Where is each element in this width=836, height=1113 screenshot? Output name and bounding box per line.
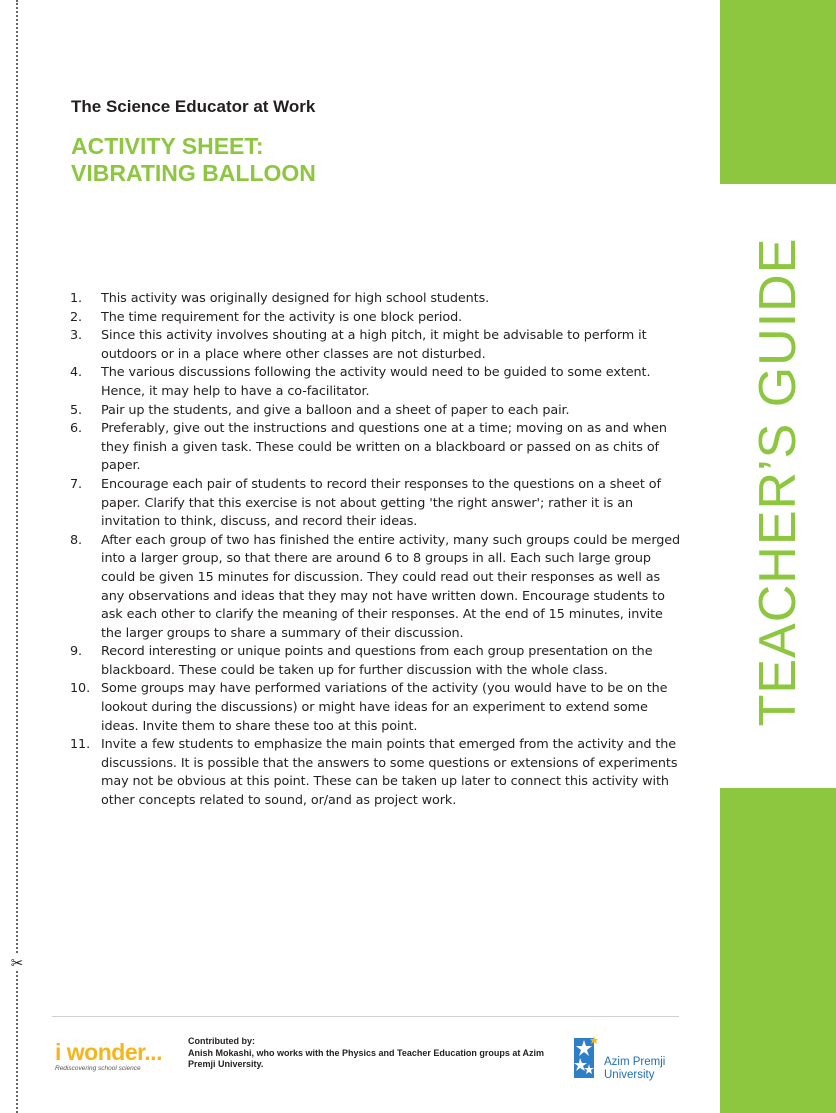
list-item [70,309,682,328]
item-text: Encourage each pair of students to record their responses to the questions on a sheet of paper. Clarify that this exercise is not about getting 'the right answer'; rather it is an invitation to think, discuss, and record their ideas. [101,476,661,530]
azim-premji-logo-mark [570,1034,600,1082]
university-name-line-2: University [604,1069,655,1081]
i-wonder-logo [55,1040,175,1080]
footer-divider [52,1016,679,1017]
item-number: 5. [70,402,83,418]
list-item [70,476,682,532]
item-number: 4. [70,365,83,381]
university-name [604,1056,665,1082]
item-text: The time requirement for the activity is one block period. [101,309,463,325]
item-number: 11. [70,737,91,753]
list-item [70,290,682,309]
item-text: The various discussions following the activity would need to be guided to some extent. Hence, it may help to have a co-facilitator. [101,365,651,399]
item-number: 1. [70,291,83,306]
green-band-bottom [720,788,836,1113]
title-line-1: ACTIVITY SHEET: [71,133,264,159]
university-name-line-1: Azim Premji [604,1056,666,1068]
item-text: This activity was originally designed for high school students. [101,291,490,306]
list-item [70,364,682,401]
i-wonder-tagline: Rediscovering school science [55,1065,141,1072]
cut-line [16,0,18,1113]
item-number: 3. [70,328,83,344]
list-item [70,680,682,736]
credit-text: Anish Mokashi, who works with the Physics and Teacher Education groups at Azim Premji University. [188,1047,545,1069]
contributor-credit [188,1036,568,1071]
item-number: 2. [70,309,83,325]
series-title: The Science Educator at Work [71,97,316,116]
item-number: 7. [70,476,83,492]
item-text: Some groups may have performed variations of the activity (you would have to be on the lookout during the discussions) or might have ideas for an experiment to extend some ideas. Invite them to share these too at this point. [101,681,668,734]
item-text: Since this activity involves shouting at a high pitch, it might be advisable to perform it outdoors or in a place where other classes are not disturbed. [101,328,647,362]
scissors-icon: ✂ [10,954,24,972]
azim-premji-university-logo [570,1034,680,1084]
item-text: Pair up the students, and give a balloon and a sheet of paper to each pair. [101,402,570,418]
item-text: Invite a few students to emphasize the main points that emerged from the activity and the discussions. It is possible that the answers to some questions or extensions of experiments may not be obvious at this point. These can be taken up later to connect this activity with other concepts related to sound, or/and as project work. [101,737,678,809]
list-item [70,327,682,364]
credit-label: Contributed by: [188,1036,255,1046]
green-band-top [720,0,836,184]
page-title [71,133,316,187]
list-item [70,402,682,421]
item-number: 6. [70,421,83,437]
title-line-2: VIBRATING BALLOON [71,160,316,186]
item-number: 8. [70,532,83,548]
i-wonder-logo-word: i wonder... [55,1039,162,1065]
item-number: 9. [70,644,83,660]
side-title: TEACHER’S GUIDE [749,237,807,727]
list-item [70,736,682,810]
teacher-notes-list [70,290,682,811]
list-item [70,643,682,680]
list-item [70,420,682,476]
item-text: Record interesting or unique points and questions from each group presentation on the blackboard. These could be taken up for further discussion with the whole class. [101,644,653,678]
item-number: 10. [70,681,91,697]
item-text: Preferably, give out the instructions and questions one at a time; moving on as and when they finish a given task. These could be written on a blackboard or passed on as chits of paper. [101,421,667,474]
list-item [70,532,682,644]
item-text: After each group of two has finished the entire activity, many such groups could be merged into a larger group, so that there are around 6 to 8 groups in all. Each such large group could be given 15 minutes for discussion. They could read out their responses as well as any observations and ideas that they may not have written down. Encourage students to ask each other to clarify the meaning of their responses. At the end of 15 minutes, invite the larger groups to share a summary of their discussion. [101,532,681,641]
